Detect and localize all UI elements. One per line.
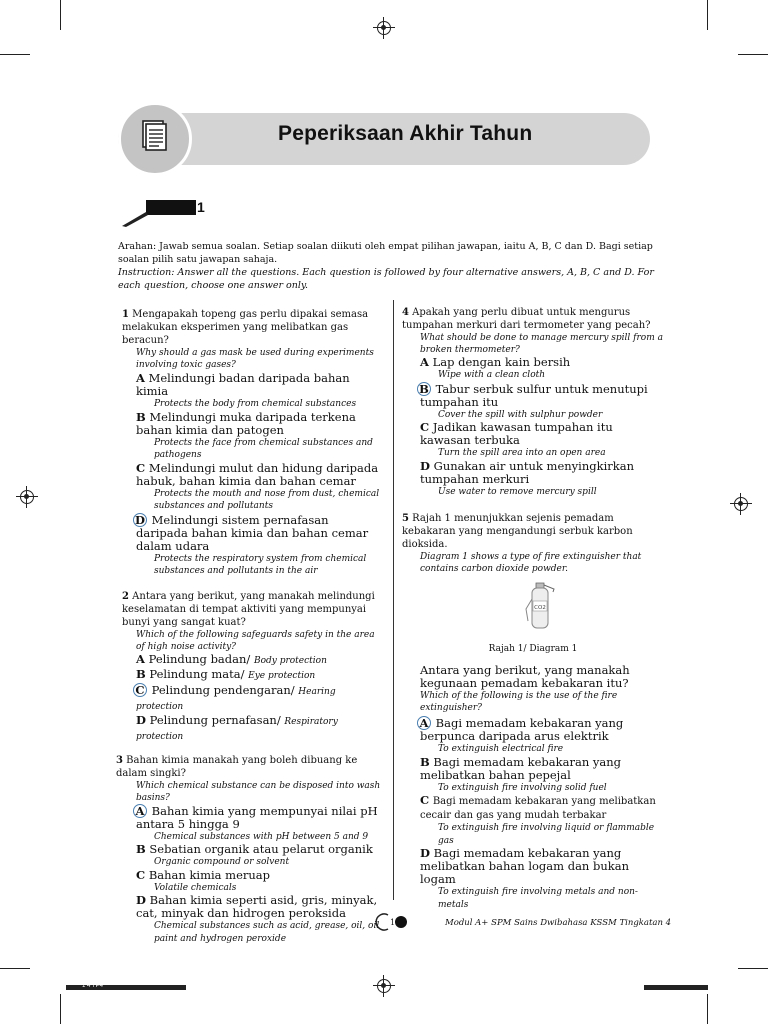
question-text-en: Diagram 1 shows a type of fire extinguisher that contains carbon dioxide powder. xyxy=(420,552,642,574)
crop-mark xyxy=(60,994,61,1024)
answer-circle: C xyxy=(133,683,147,697)
answer-circle: A xyxy=(133,804,147,818)
option-a[interactable]: A Lap dengan kain bersih xyxy=(420,355,571,369)
option-b-en: Cover the spill with sulphur powder xyxy=(438,409,603,420)
right-column xyxy=(402,306,664,911)
color-strip xyxy=(644,985,708,990)
crop-mark xyxy=(0,54,30,55)
left-column xyxy=(116,308,384,945)
registration-mark xyxy=(377,21,391,35)
question-number: 4 xyxy=(402,307,409,318)
crop-mark xyxy=(60,0,61,30)
crop-mark xyxy=(707,994,708,1024)
question-2 xyxy=(122,590,384,744)
option-d[interactable]: D Bahan kimia seperti asid, gris, minyak, cat, minyak dan hidrogen peroksida xyxy=(136,893,378,920)
option-a[interactable]: A Melindungi badan daripada bahan kimia xyxy=(136,371,350,398)
option-d[interactable]: D Gunakan air untuk menyingkirkan tumpahan merkuri xyxy=(420,458,634,486)
question-1 xyxy=(122,308,384,578)
crop-mark xyxy=(707,0,708,30)
diagram-1 xyxy=(402,579,664,637)
option-d-en: Chemical substances such as acid, grease, oil, oil paint and hydrogen peroxide xyxy=(154,921,380,944)
option-c[interactable]: C Melindungi mulut dan hidung daripada habuk, bahan kimia dan bahan cemar xyxy=(136,460,379,488)
question-number: 3 xyxy=(116,754,123,766)
sub-question-en: Which of the following is the use of the fire extinguisher? xyxy=(420,691,618,713)
instruction-en: Instruction: Answer all the questions. Each question is followed by four alternative answers, A, B, C and D. For each question, choose one answer only. xyxy=(118,267,654,291)
crop-mark xyxy=(738,54,768,55)
section-label-bar xyxy=(146,200,196,215)
option-d-en: Use water to remove mercury spill xyxy=(438,486,597,497)
option-b[interactable]: B Sebatian organik atau pelarut organik xyxy=(136,842,373,856)
column-divider xyxy=(393,300,394,900)
option-a-en: To extinguish electrical fire xyxy=(438,744,564,754)
question-number: 2 xyxy=(122,590,129,602)
instruction-ms: Arahan: Jawab semua soalan. Setiap soalan diikuti oleh empat pilihan jawapan, iaitu A, B, C dan D. Bagi setiap soalan pilih satu jawapan sahaja. xyxy=(118,241,653,265)
option-c[interactable]: C Bahan kimia meruap xyxy=(136,867,271,882)
question-text-ms: Rajah 1 menunjukkan sejenis pemadam kebakaran yang mengandungi serbuk karbon dioksida. xyxy=(402,513,633,550)
crop-mark xyxy=(738,968,768,969)
answer-circle: D xyxy=(133,513,147,527)
footer-title: Modul A+ SPM Sains Dwibahasa KSSM Tingkatan 4 xyxy=(445,918,672,928)
question-text-en: What should be done to manage mercury spill from a broken thermometer? xyxy=(420,333,663,355)
option-b[interactable]: B Melindungi muka daripada terkena bahan kimia dan patogen xyxy=(136,409,356,437)
answer-circle: A xyxy=(417,716,431,730)
option-c[interactable]: C Bagi memadam kebakaran yang melibatkan cecair dan gas yang mudah terbakar xyxy=(420,793,656,821)
page-title: Peperiksaan Akhir Tahun xyxy=(278,122,533,145)
question-text-ms: Apakah yang perlu dibuat untuk mengurus tumpahan merkuri dari termometer yang pecah? xyxy=(402,307,651,331)
option-b-en: Organic compound or solvent xyxy=(154,857,290,867)
answer-circle: B xyxy=(417,382,431,396)
option-d[interactable]: D Bagi memadam kebakaran yang melibatkan bahan logam dan bukan logam xyxy=(420,846,629,886)
option-c-en: Turn the spill area into an open area xyxy=(438,448,606,458)
question-5 xyxy=(402,512,664,911)
option-d-en: To extinguish fire involving metals and non-metals xyxy=(438,887,638,910)
registration-mark xyxy=(377,979,391,993)
option-c[interactable]: C Pelindung pendengaran/ Hearing protection xyxy=(136,683,384,714)
option-a-en: Protects the body from chemical substances xyxy=(154,399,357,409)
registration-mark xyxy=(20,490,34,504)
option-b-en: Protects the face from chemical substances and pathogens xyxy=(154,437,373,460)
option-b[interactable]: B Tabur serbuk sulfur untuk menutupi tumpahan itu xyxy=(420,382,664,409)
document-icon xyxy=(118,102,192,176)
option-c-en: Protects the mouth and nose from dust, chemical substances and pollutants xyxy=(154,488,380,511)
question-text-ms: Bahan kimia manakah yang boleh dibuang ke dalam singki? xyxy=(116,754,358,779)
option-d-en: Protects the respiratory system from chemical substances and pollutants in the air xyxy=(154,553,367,576)
pen-nib-icon xyxy=(120,210,150,228)
question-3 xyxy=(116,754,384,946)
option-a-en: Chemical substances with pH between 5 and 9 xyxy=(154,831,369,842)
sub-question-ms: Antara yang berikut, yang manakah kegunaan pemadam kebakaran itu? xyxy=(420,663,630,690)
registration-mark xyxy=(734,497,748,511)
option-c[interactable]: C Jadikan kawasan tumpahan itu kawasan terbuka xyxy=(420,420,613,447)
question-text-ms: Antara yang berikut, yang manakah melindungi keselamatan di tempat aktiviti yang mempunyai bunyi yang sangat kuat? xyxy=(122,590,375,628)
section-number: 1 xyxy=(197,199,205,215)
question-text-en: Which of the following safeguards safety in the area of high noise activity? xyxy=(136,629,375,652)
option-b[interactable]: B Bagi memadam kebakaran yang melibatkan bahan pepejal xyxy=(420,754,621,782)
question-number: 5 xyxy=(402,513,409,524)
question-number: 1 xyxy=(122,309,129,320)
question-text-en: Why should a gas mask be used during experiments involving toxic gases? xyxy=(136,348,374,370)
question-4 xyxy=(402,306,664,498)
fire-extinguisher-icon xyxy=(520,579,560,635)
diagram-caption: Rajah 1/ Diagram 1 xyxy=(488,644,578,654)
option-c-en: To extinguish fire involving liquid or flammable gas xyxy=(438,823,655,846)
option-b[interactable]: B Pelindung mata/ Eye protection xyxy=(136,666,316,681)
option-a[interactable]: A Bahan kimia yang mempunyai nilai pH antara 5 hingga 9 xyxy=(136,804,384,831)
option-a[interactable]: A Bagi memadam kebakaran yang berpunca daripada arus elektrik xyxy=(420,716,664,743)
diagram-label: CO2 xyxy=(534,605,546,611)
question-text-en: Which chemical substance can be disposed into wash basins? xyxy=(136,780,381,803)
strip-text: 1 4 TP4 xyxy=(82,983,103,989)
question-text-ms: Mengapakah topeng gas perlu dipakai semasa melakukan eksperimen yang melibatkan gas beracun? xyxy=(122,309,369,346)
page-number: 1 xyxy=(390,918,396,927)
option-c-en: Volatile chemicals xyxy=(154,882,237,893)
crop-mark xyxy=(0,968,30,969)
option-d[interactable]: D Melindungi sistem pernafasan daripada bahan kimia dan bahan cemar dalam udara xyxy=(135,512,369,553)
option-d[interactable]: D Pelindung pernafasan/ Respiratory protection xyxy=(136,712,338,742)
option-a[interactable]: A Pelindung badan/ Body protection xyxy=(136,651,327,666)
option-b-en: To extinguish fire involving solid fuel xyxy=(438,782,607,793)
option-a-en: Wipe with a clean cloth xyxy=(438,370,546,380)
